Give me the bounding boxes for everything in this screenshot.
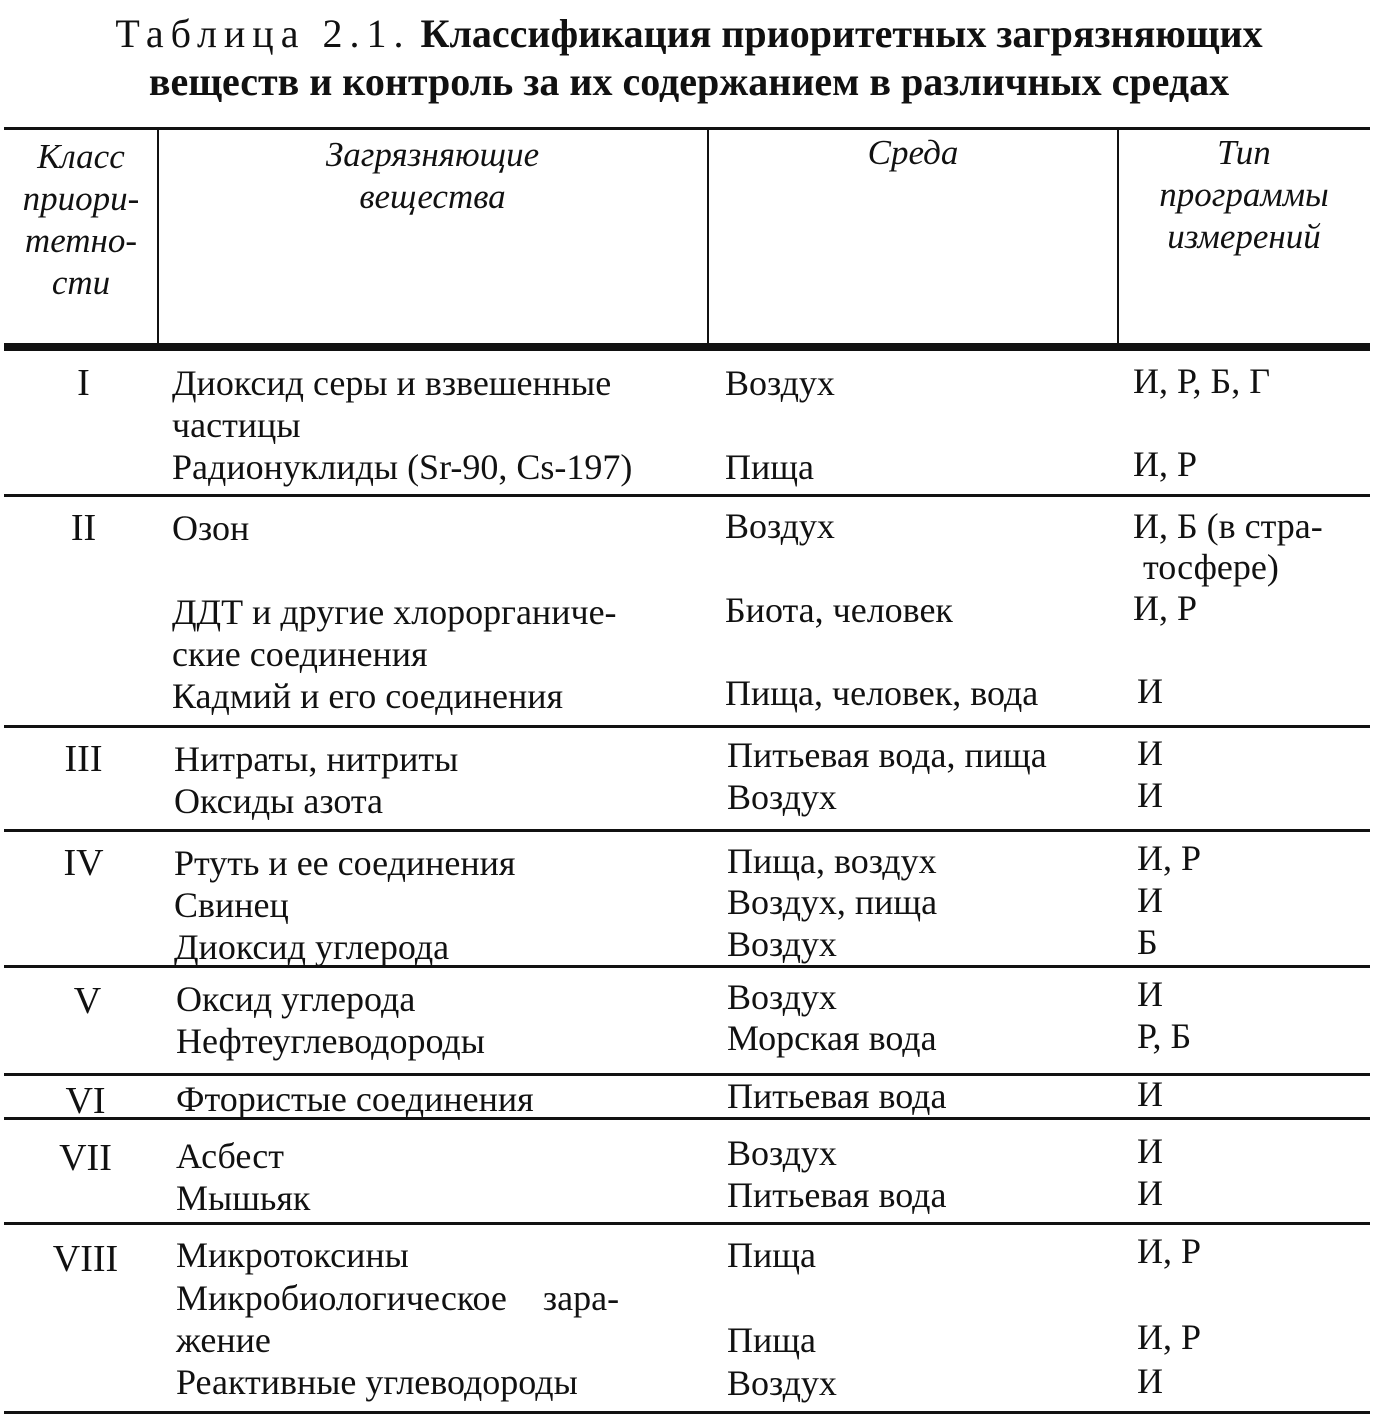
environment-cell: Воздух <box>727 1363 837 1403</box>
program-type-cell: И <box>1137 671 1163 711</box>
substance-cell: Микробиологическое зара- <box>176 1278 620 1318</box>
header-class-line: приори- <box>22 179 140 218</box>
program-type-cell: И <box>1137 775 1163 815</box>
substance-cell: Кадмий и его соединения <box>172 676 564 716</box>
program-type-cell: И <box>1137 974 1163 1014</box>
environment-cell: Воздух <box>727 777 837 817</box>
program-type-cell: тосфере) <box>1143 547 1279 587</box>
header-top-rule <box>4 127 1370 130</box>
table-bottom-rule <box>4 1411 1370 1414</box>
environment-cell: Воздух <box>725 363 835 403</box>
program-type-cell: И, Р <box>1137 1317 1202 1357</box>
program-type-cell: Р, Б <box>1137 1016 1192 1056</box>
table-caption <box>0 10 1378 106</box>
program-type-cell: И, Р, Б, Г <box>1133 361 1271 401</box>
header-environment-line: Среда <box>867 133 959 172</box>
header-substances-line: Загрязняющие <box>325 135 540 174</box>
class-numeral: V <box>73 980 102 1022</box>
class-numeral: VII <box>59 1137 112 1179</box>
program-type-cell: И <box>1137 733 1163 773</box>
substance-cell: Ртуть и ее соединения <box>174 843 516 883</box>
header-program-line: программы <box>1159 175 1329 214</box>
class-numeral: VIII <box>52 1238 119 1280</box>
environment-cell: Пища <box>727 1320 816 1360</box>
header-substances <box>160 134 705 218</box>
program-type-cell: И, Р <box>1137 838 1202 878</box>
program-type-cell: И <box>1137 1361 1163 1401</box>
header-class-line: Класс <box>37 137 125 176</box>
header-environment <box>709 132 1117 174</box>
substance-cell: Диоксид углерода <box>174 927 450 967</box>
substance-cell: Диоксид серы и взвешенные <box>172 363 612 403</box>
substance-cell: Свинец <box>174 885 289 925</box>
substance-cell: Фтористые соединения <box>176 1079 534 1119</box>
caption-title-1: Классификация приоритетных загрязняющих <box>420 11 1263 56</box>
environment-cell: Воздух, пища <box>727 882 938 922</box>
caption-line-1 <box>0 10 1378 58</box>
group-rule <box>4 1222 1370 1225</box>
environment-cell: Пища, воздух <box>727 841 937 881</box>
group-rule <box>4 725 1370 728</box>
substance-cell: ские соединения <box>172 634 428 674</box>
group-rule <box>4 1073 1370 1076</box>
program-type-cell: И, Р <box>1137 1231 1202 1271</box>
substance-cell: Реактивные углеводороды <box>176 1362 578 1402</box>
environment-cell: Воздух <box>727 1133 837 1173</box>
program-type-cell: И, Р <box>1133 588 1198 628</box>
environment-cell: Пища <box>727 1235 816 1275</box>
header-bottom-rule <box>4 343 1370 351</box>
program-type-cell: И, Б (в стра- <box>1133 506 1323 546</box>
program-type-cell: И <box>1137 1173 1163 1213</box>
program-type-cell: И <box>1137 1074 1163 1114</box>
class-numeral: VI <box>65 1080 106 1122</box>
environment-cell: Морская вода <box>727 1018 937 1058</box>
header-program-line: измерений <box>1167 217 1321 256</box>
substance-cell: Оксиды азота <box>174 781 384 821</box>
environment-cell: Воздух <box>725 506 835 546</box>
substance-cell: Радионуклиды (Sr-90, Cs-197) <box>172 447 633 487</box>
header-class-line: сти <box>51 263 111 302</box>
substance-cell: Нефтеуглеводороды <box>176 1021 485 1061</box>
program-type-cell: И, Р <box>1133 444 1198 484</box>
substance-cell: жение <box>176 1320 271 1360</box>
environment-cell: Воздух <box>727 924 837 964</box>
substance-cell: Оксид углерода <box>176 979 416 1019</box>
class-numeral: IV <box>63 842 104 884</box>
class-numeral: I <box>77 362 90 404</box>
program-type-cell: И <box>1137 880 1163 920</box>
header-program-type <box>1119 132 1369 258</box>
group-rule <box>4 829 1370 832</box>
environment-cell: Пища <box>725 447 814 487</box>
environment-cell: Питьевая вода, пища <box>727 735 1047 775</box>
class-numeral: III <box>64 738 103 780</box>
environment-cell: Питьевая вода <box>727 1076 947 1116</box>
program-type-cell: И <box>1137 1131 1163 1171</box>
group-rule <box>4 494 1370 497</box>
header-program-line: Тип <box>1217 133 1271 172</box>
caption-title-2: веществ и контроль за их содержанием в различных средах <box>148 59 1230 104</box>
environment-cell: Питьевая вода <box>727 1175 947 1215</box>
substance-cell: Асбест <box>176 1136 284 1176</box>
caption-label: Таблица 2.1. <box>115 11 411 56</box>
environment-cell: Воздух <box>727 977 837 1017</box>
header-class-line: тетно- <box>24 221 138 260</box>
substance-cell: частицы <box>172 405 301 445</box>
substance-cell: Микротоксины <box>176 1235 409 1275</box>
environment-cell: Пища, человек, вода <box>725 673 1039 713</box>
environment-cell: Биота, человек <box>725 590 953 630</box>
header-substances-line: вещества <box>359 177 506 216</box>
header-class <box>6 136 156 304</box>
program-type-cell: Б <box>1137 922 1158 962</box>
substance-cell: Озон <box>172 508 250 548</box>
col-divider-1 <box>157 129 159 345</box>
substance-cell: Мышьяк <box>176 1178 311 1218</box>
class-numeral: II <box>70 507 97 549</box>
substance-cell: Нитраты, нитриты <box>174 739 459 779</box>
substance-cell: ДДТ и другие хлорорганиче- <box>172 592 617 632</box>
